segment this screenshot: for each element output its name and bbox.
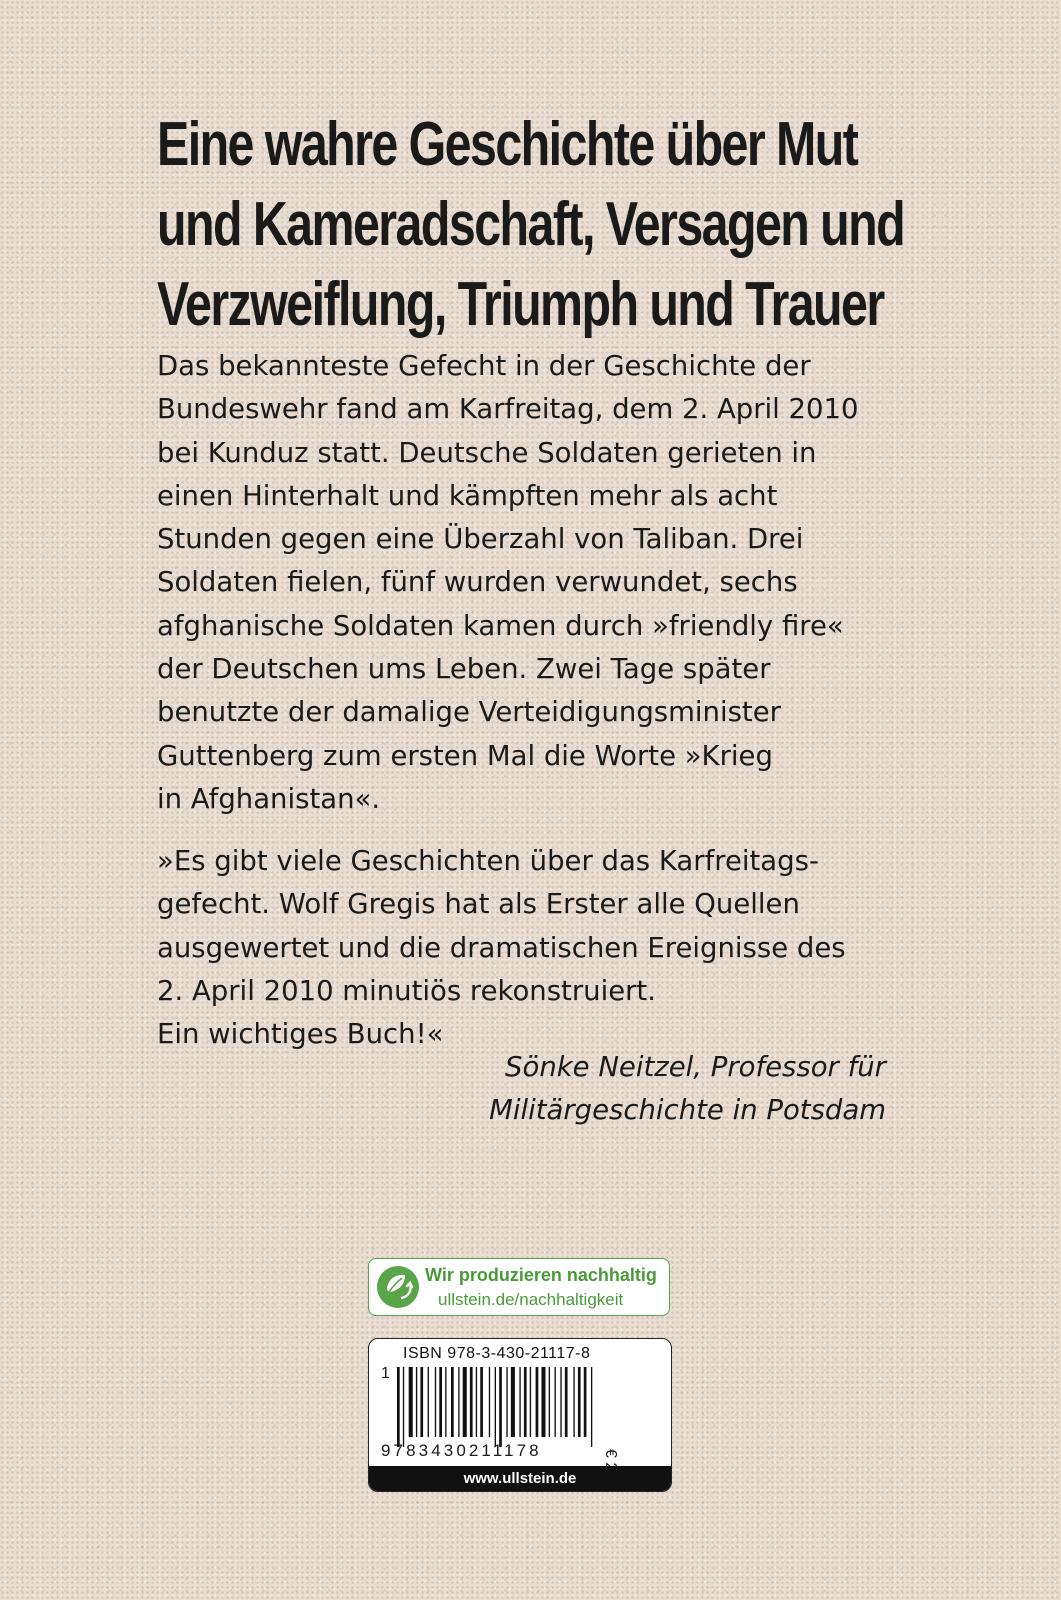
quote-line: 2. April 2010 minutiös rekonstruiert. <box>157 974 656 1007</box>
sustainability-badge <box>368 1258 670 1316</box>
barcode-bar <box>409 1367 413 1437</box>
barcode-bar <box>403 1367 404 1447</box>
sustainability-title: Wir produzieren nachhaltig <box>425 1265 657 1285</box>
barcode-bar <box>506 1367 507 1437</box>
barcode-bar <box>416 1367 417 1437</box>
barcode-bar <box>511 1367 515 1437</box>
blurb-line: Bundeswehr fand am Karfreitag, dem 2. April 2010 <box>157 393 859 426</box>
barcode-bar <box>451 1367 454 1437</box>
barcode-bar <box>458 1367 459 1437</box>
blurb-line: Stunden gegen eine Überzahl von Taliban. Drei <box>157 523 804 556</box>
blurb-line: Das bekannteste Gefecht in der Geschichte der <box>157 350 811 382</box>
blurb-line: Soldaten fielen, fünf wurden verwundet, sechs <box>157 566 798 599</box>
barcode-bar <box>584 1367 587 1437</box>
blurb-line: bei Kunduz statt. Deutsche Soldaten gerieten in <box>157 436 817 469</box>
attribution-line: Militärgeschichte in Potsdam <box>489 1094 886 1126</box>
blurb-line: der Deutschen ums Leben. Zwei Tage später <box>157 653 771 686</box>
publisher-url: www.ullstein.de <box>369 1466 671 1491</box>
headline-line: und Kameradschaft, Versagen und <box>157 190 905 259</box>
attribution-line: Sönke Neitzel, Professor für <box>505 1051 886 1083</box>
barcode-bar <box>560 1367 561 1437</box>
quote-line: ausgewertet und die dramatischen Ereignisse des <box>157 931 846 964</box>
barcode-bar <box>439 1367 442 1437</box>
barcode-bar <box>463 1367 467 1437</box>
recycle-leaf-icon <box>375 1264 421 1310</box>
barcode-bar <box>428 1367 429 1437</box>
blurb-line: Guttenberg zum ersten Mal die Worte »Krieg <box>157 739 773 772</box>
headline-line: Verzweiflung, Triumph und Trauer <box>157 270 884 339</box>
barcode-bar <box>489 1367 490 1437</box>
barcode-bar <box>578 1367 581 1437</box>
barcode-bar <box>435 1367 436 1437</box>
barcode-bar <box>573 1367 574 1437</box>
quote-attribution <box>489 1046 886 1132</box>
quote-line: »Es gibt viele Geschichten über das Karfreitags- <box>157 845 819 877</box>
barcode-bar <box>519 1367 520 1437</box>
barcode-bar <box>420 1367 423 1437</box>
barcode-bar <box>536 1367 539 1437</box>
review-quote <box>157 840 897 1056</box>
isbn-label: ISBN 978-3-430-21117-8 <box>403 1345 591 1362</box>
barcode-bar <box>541 1367 545 1437</box>
barcode-bar <box>591 1367 592 1447</box>
barcode-bar <box>565 1367 568 1437</box>
blurb-line: benutzte der damalige Verteidigungsminister <box>157 696 781 729</box>
barcode-bar <box>397 1367 400 1447</box>
headline <box>157 105 937 345</box>
barcode-bar <box>445 1367 446 1437</box>
barcode-bar <box>480 1367 483 1437</box>
barcode-addon-digit: 1 <box>381 1365 390 1382</box>
barcode-digits: 9783430211178 <box>381 1441 542 1460</box>
barcode-bar <box>470 1367 473 1437</box>
barcode-bar <box>555 1367 556 1437</box>
quote-line: Ein wichtiges Buch!« <box>157 1018 444 1051</box>
sustainability-url: ullstein.de/nachhaltigkeit <box>438 1290 624 1309</box>
blurb-line: afghanische Soldaten kamen durch »friendly fire« <box>157 609 844 642</box>
barcode-panel <box>368 1338 672 1492</box>
quote-line: gefecht. Wolf Gregis hat als Erster alle Quellen <box>157 888 800 921</box>
barcode-bar <box>495 1367 496 1447</box>
headline-line: Eine wahre Geschichte über Mut <box>157 110 858 179</box>
barcode-bar <box>476 1367 477 1437</box>
barcode-bar <box>530 1367 531 1437</box>
barcode-bar <box>524 1367 527 1437</box>
barcode-bar <box>549 1367 550 1437</box>
blurb-paragraph <box>157 345 897 821</box>
barcode-bar <box>499 1367 502 1447</box>
blurb-line: in Afghanistan«. <box>157 782 381 815</box>
blurb-line: einen Hinterhalt und kämpften mehr als acht <box>157 479 778 512</box>
